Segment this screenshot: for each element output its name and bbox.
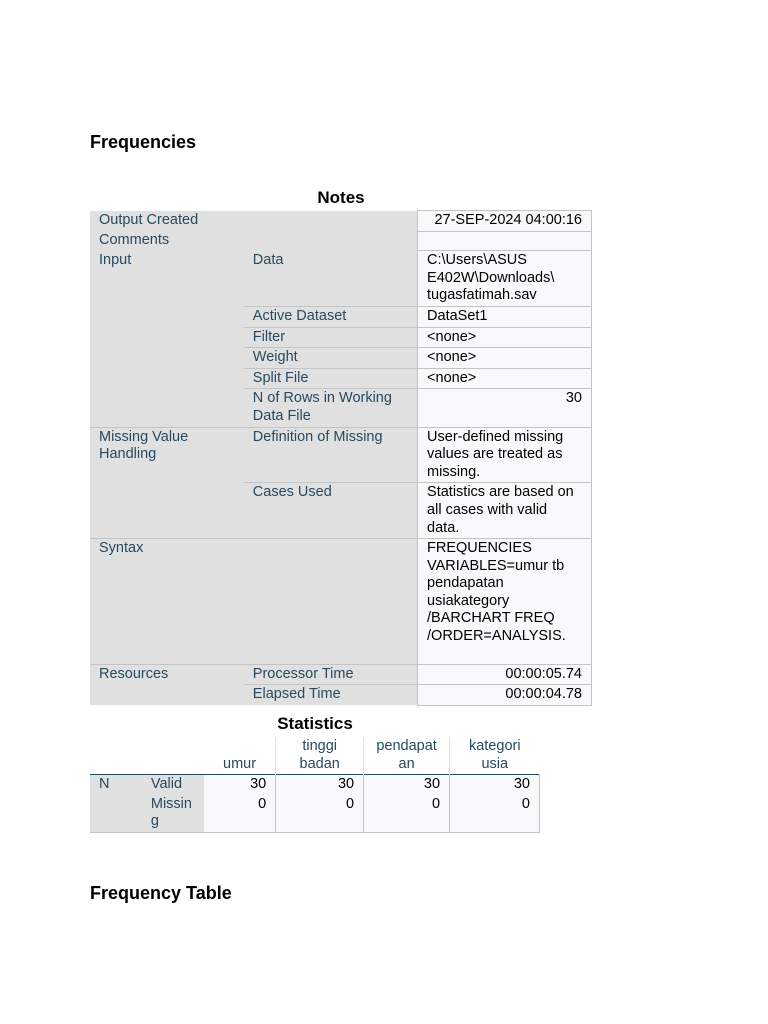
n-label: N [90, 775, 142, 833]
valid-value: 30 [364, 775, 450, 795]
missing-label: Missin g [142, 795, 204, 833]
missing-value: 0 [364, 795, 450, 833]
input-label: Input [90, 251, 244, 427]
elapsed-time-value: 00:00:04.78 [418, 685, 592, 706]
valid-value: 30 [450, 775, 540, 795]
syntax-value: FREQUENCIES VARIABLES=umur tb pendapatan usiakategory /BARCHART FREQ /ORDER=ANALYSIS. [418, 539, 592, 665]
data-label: Data [244, 251, 418, 307]
table-row [90, 775, 540, 795]
processor-time-label: Processor Time [244, 664, 418, 685]
table-row [90, 664, 592, 685]
valid-value: 30 [276, 775, 364, 795]
comments-label: Comments [90, 231, 418, 251]
weight-value: <none> [418, 348, 592, 369]
heading-frequency-table: Frequency Table [90, 883, 232, 903]
valid-label: Valid [142, 775, 204, 795]
processor-time-value: 00:00:05.74 [418, 664, 592, 685]
n-rows-label: N of Rows in Working Data File [244, 389, 418, 427]
missing-value: 0 [204, 795, 276, 833]
active-dataset-value: DataSet1 [418, 306, 592, 327]
definition-missing-value: User-defined missing values are treated as missing. [418, 427, 592, 483]
definition-missing-label: Definition of Missing [244, 427, 418, 483]
weight-label: Weight [244, 348, 418, 369]
output-created-value: 27-SEP-2024 04:00:16 [418, 211, 592, 232]
syntax-label: Syntax [90, 539, 418, 665]
cases-used-label: Cases Used [244, 483, 418, 539]
column-header: umur [204, 737, 276, 775]
column-header: pendapat an [364, 737, 450, 775]
notes-table [90, 210, 592, 706]
resources-label: Resources [90, 664, 244, 705]
active-dataset-label: Active Dataset [244, 306, 418, 327]
filter-label: Filter [244, 327, 418, 348]
table-row [90, 231, 592, 251]
missing-value: 0 [276, 795, 364, 833]
elapsed-time-label: Elapsed Time [244, 685, 418, 706]
split-file-value: <none> [418, 368, 592, 389]
column-header: kategori usia [450, 737, 540, 775]
valid-value: 30 [204, 775, 276, 795]
table-row [90, 427, 592, 483]
cases-used-value: Statistics are based on all cases with valid data. [418, 483, 592, 539]
table-row [90, 539, 592, 665]
statistics-title: Statistics [277, 714, 353, 733]
statistics-table [90, 737, 540, 833]
column-header: tinggi badan [276, 737, 364, 775]
missing-handling-label: Missing Value Handling [90, 427, 244, 539]
split-file-label: Split File [244, 368, 418, 389]
notes-title: Notes [317, 188, 365, 207]
table-row [90, 211, 592, 232]
comments-value [418, 231, 592, 251]
table-row [90, 737, 540, 775]
table-row [90, 251, 592, 307]
filter-value: <none> [418, 327, 592, 348]
data-value: C:\Users\ASUS E402W\Downloads\ tugasfatimah.sav [418, 251, 592, 307]
n-rows-value: 30 [418, 389, 592, 427]
table-row [90, 795, 540, 833]
heading-frequencies: Frequencies [90, 132, 197, 152]
output-created-label: Output Created [90, 211, 418, 232]
missing-value: 0 [450, 795, 540, 833]
corner-cell [90, 737, 204, 775]
